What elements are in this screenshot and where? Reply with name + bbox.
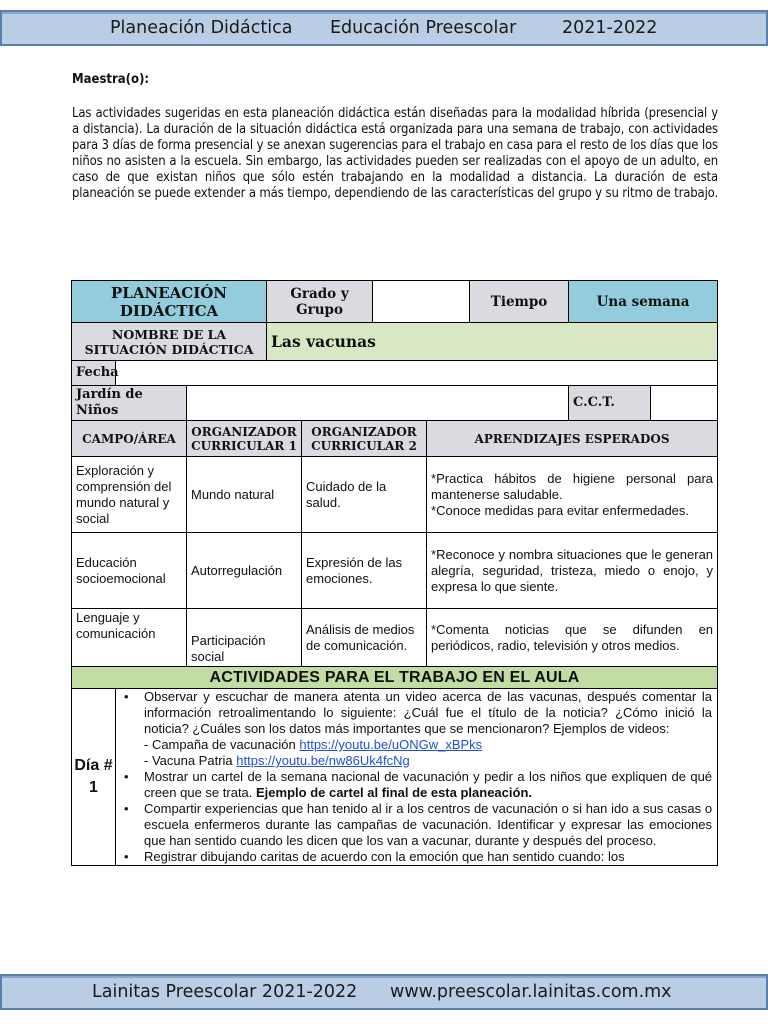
header-level: Educación Preescolar [330, 18, 517, 38]
video-label: - Vacuna Patria [144, 753, 237, 768]
teacher-label: Maestra(o): [72, 72, 150, 87]
row-org2: Cuidado de la salud. [302, 457, 427, 533]
row-org2: Análisis de medios de comunicación. [302, 609, 427, 667]
col-header-org2: ORGANIZADOR CURRICULAR 2 [302, 421, 427, 457]
list-item [116, 689, 712, 769]
intro-section [72, 72, 718, 202]
intro-paragraph: Las actividades sugeridas en esta planeación didáctica están diseñadas para la modalidad híbrida (presencial y a distancia). La duración de la situación didáctica está organizada para una semana de trabajo, con actividades para 3 días de forma presencial y se anexan sugerencias para el trabajo en casa para el resto de los días que los niños no asisten a la escuela. Sin embargo, las actividades pueden ser realizadas con el apoyo de un adulto, en caso de que existan niños que sólo estén trabajando en la modalidad a distancia. La duración de esta planeación se puede extender a más tiempo, dependiendo de las características del grupo y su ritmo de trabajo. [72, 106, 719, 201]
activities-title: ACTIVIDADES PARA EL TRABAJO EN EL AULA [72, 667, 718, 689]
situation-value: Las vacunas [267, 323, 718, 361]
row-org1: Mundo natural [187, 457, 302, 533]
school-label: Jardín de Niños [72, 386, 187, 421]
row-field: Educación socioemocional [72, 533, 187, 609]
video-item [144, 737, 712, 753]
header-title: Planeación Didáctica [110, 18, 293, 38]
row-field: Lenguaje y comunicación [72, 609, 187, 667]
video-item [144, 753, 712, 769]
activity-text: Compartir experiencias que han tenido al ir a los centros de vacunación o si han ido a sus casas o escuela enfermeros durante las campañas de vacunación. Identificar y expresar las emociones que han sentido cuando les dicen que los van a vacunar, durante y después del proceso. [144, 801, 713, 848]
col-header-field: CAMPO/ÁREA [72, 421, 187, 457]
grade-label: Grado y Grupo [267, 281, 373, 323]
list-item [116, 801, 712, 849]
date-label: Fecha [72, 361, 116, 386]
school-value[interactable] [187, 386, 569, 421]
learning-item: *Practica hábitos de higiene personal para mantenerse saludable. [431, 470, 714, 502]
row-learning [427, 457, 718, 533]
video-label: - Campaña de vacunación [144, 737, 300, 752]
planning-table [71, 280, 718, 866]
activity-text: Registrar dibujando caritas de acuerdo con la emoción que han sentido cuando: los [144, 849, 625, 864]
activities-cell [116, 689, 718, 866]
learning-item: *Conoce medidas para evitar enfermedades. [431, 502, 690, 518]
col-header-learning: APRENDIZAJES ESPERADOS [427, 421, 718, 457]
cct-label: C.C.T. [569, 386, 651, 421]
plan-title-cell: PLANEACIÓN DIDÁCTICA [72, 281, 267, 323]
day-label: Día # 1 [72, 689, 116, 866]
activity-text: Mostrar un cartel de la semana nacional de vacunación y pedir a los niños que expliquen de qué creen que se trata. [144, 769, 713, 800]
row-org1: Participación social [187, 609, 302, 667]
row-field: Exploración y comprensión del mundo natural y social [72, 457, 187, 533]
activity-note: Ejemplo de cartel al final de esta planeación. [256, 785, 532, 800]
video-link-vacuna-patria[interactable]: https://youtu.be/nw86Uk4fcNg [236, 753, 410, 768]
table-row [72, 457, 718, 533]
grade-value[interactable] [373, 281, 470, 323]
footer-url[interactable]: www.preescolar.lainitas.com.mx [390, 982, 672, 1002]
table-row [72, 609, 718, 667]
video-link-campana[interactable]: https://youtu.be/uONGw_xBPks [299, 737, 483, 752]
table-row [72, 533, 718, 609]
header-banner [0, 10, 768, 46]
cct-value[interactable] [651, 386, 718, 421]
time-value: Una semana [569, 281, 718, 323]
header-year: 2021-2022 [562, 18, 658, 38]
footer-banner [0, 974, 768, 1010]
row-org2: Expresión de las emociones. [302, 533, 427, 609]
footer-brand: Lainitas Preescolar 2021-2022 [92, 982, 358, 1002]
row-learning: *Comenta noticias que se difunden en periódicos, radio, televisión y otros medios. [427, 609, 718, 667]
time-label: Tiempo [470, 281, 569, 323]
activities-list [116, 689, 712, 865]
col-header-org1: ORGANIZADOR CURRICULAR 1 [187, 421, 302, 457]
date-value[interactable] [116, 361, 718, 386]
situation-label: NOMBRE DE LA SITUACIÓN DIDÁCTICA [72, 323, 267, 361]
activity-text: Observar y escuchar de manera atenta un video acerca de las vacunas, después comentar la información retroalimentando lo siguiente: ¿Cuál fue el título de la noticia? ¿Cómo inició la noticia? ¿Cuáles son los datos más importantes que se mencionaron? Ejemplos de videos: [144, 689, 713, 736]
row-org1: Autorregulación [187, 533, 302, 609]
row-learning: *Reconoce y nombra situaciones que le generan alegría, seguridad, tristeza, miedo o enojo, y expresa lo que siente. [427, 533, 718, 609]
list-item [116, 769, 712, 801]
list-item [116, 849, 712, 865]
